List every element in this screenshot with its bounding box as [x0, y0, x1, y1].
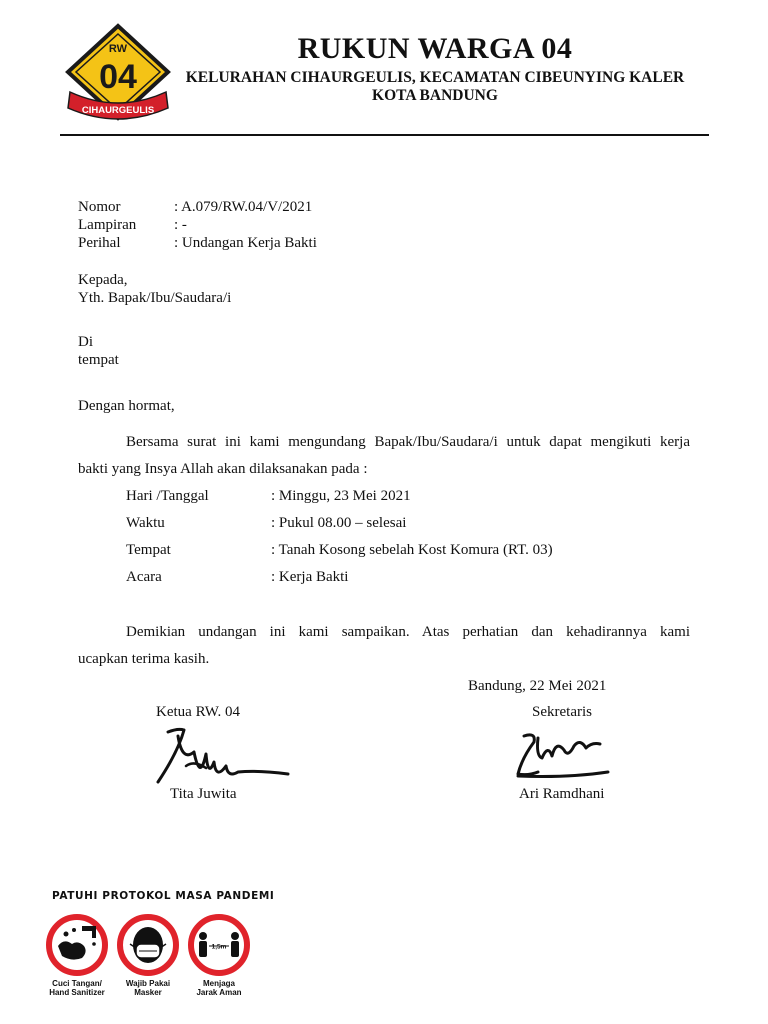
header-divider — [60, 134, 709, 136]
meta-value-nomor: : A.079/RW.04/V/2021 — [174, 199, 313, 215]
meta-label-lampiran: Lampiran — [78, 217, 137, 233]
distance-icon — [191, 917, 247, 973]
recipient-di: Di — [78, 334, 93, 350]
closing-line-1: Demikian undangan ini kami sampaikan. Atas perhatian dan kehadirannya kami — [126, 624, 690, 640]
meta-value-lampiran: : - — [174, 217, 187, 233]
recipient-kepada: Kepada, — [78, 272, 128, 288]
detail-label-waktu: Waktu — [126, 515, 165, 531]
meta-value-perihal: : Undangan Kerja Bakti — [174, 235, 317, 251]
pandemic-label-mask: Wajib Pakai Masker — [125, 979, 171, 997]
logo-badge-number: 04 — [99, 58, 137, 96]
recipient-yth: Yth. Bapak/Ibu/Saudara/i — [78, 290, 232, 306]
detail-label-acara: Acara — [126, 569, 162, 585]
left-signer-name: Tita Juwita — [170, 786, 237, 802]
recipient-tempat: tempat — [78, 352, 119, 368]
intro-line-1: Bersama surat ini kami mengundang Bapak/Ibu/Saudara/i untuk dapat mengikuti kerja — [126, 434, 690, 450]
page-title: RUKUN WARGA 04 — [297, 32, 573, 65]
logo-badge-top: RW — [108, 43, 128, 55]
distance-label: 1,5m — [211, 943, 227, 951]
pandemic-icons — [44, 912, 254, 978]
detail-value-waktu: : Pukul 08.00 – selesai — [271, 515, 407, 531]
mask-icon — [120, 917, 176, 973]
header-subtitle — [162, 69, 708, 105]
pandemic-label-distance: Menjaga Jarak Aman — [196, 979, 242, 997]
rw-logo — [62, 22, 174, 132]
subtitle-line-2: KOTA BANDUNG — [372, 87, 498, 104]
logo-ribbon-text: CIHAURGEULIS — [81, 105, 155, 116]
pandemic-label-handwash: Cuci Tangan/ Hand Sanitizer — [49, 979, 105, 997]
left-signer-title: Ketua RW. 04 — [156, 704, 241, 720]
salutation: Dengan hormat, — [78, 398, 175, 414]
detail-value-acara: : Kerja Bakti — [271, 569, 349, 585]
pandemic-title: PATUHI PROTOKOL MASA PANDEMI — [52, 890, 275, 902]
detail-label-tempat: Tempat — [126, 542, 171, 558]
meta-label-perihal: Perihal — [78, 235, 121, 251]
meta-label-nomor: Nomor — [78, 199, 121, 215]
date-place: Bandung, 22 Mei 2021 — [468, 678, 607, 694]
right-signature — [508, 728, 618, 784]
closing-line-2: ucapkan terima kasih. — [78, 651, 210, 667]
right-signer-name: Ari Ramdhani — [519, 786, 605, 802]
detail-label-hari: Hari /Tanggal — [126, 488, 209, 504]
intro-line-2: bakti yang Insya Allah akan dilaksanakan pada : — [78, 461, 368, 477]
detail-value-tempat: : Tanah Kosong sebelah Kost Komura (RT. 03) — [271, 542, 553, 558]
detail-value-hari: : Minggu, 23 Mei 2021 — [271, 488, 411, 504]
handwash-icon — [49, 917, 105, 973]
right-signer-title: Sekretaris — [532, 704, 592, 720]
left-signature — [148, 722, 298, 790]
subtitle-line-1: KELURAHAN CIHAURGEULIS, KECAMATAN CIBEUNYING KALER — [185, 69, 685, 86]
